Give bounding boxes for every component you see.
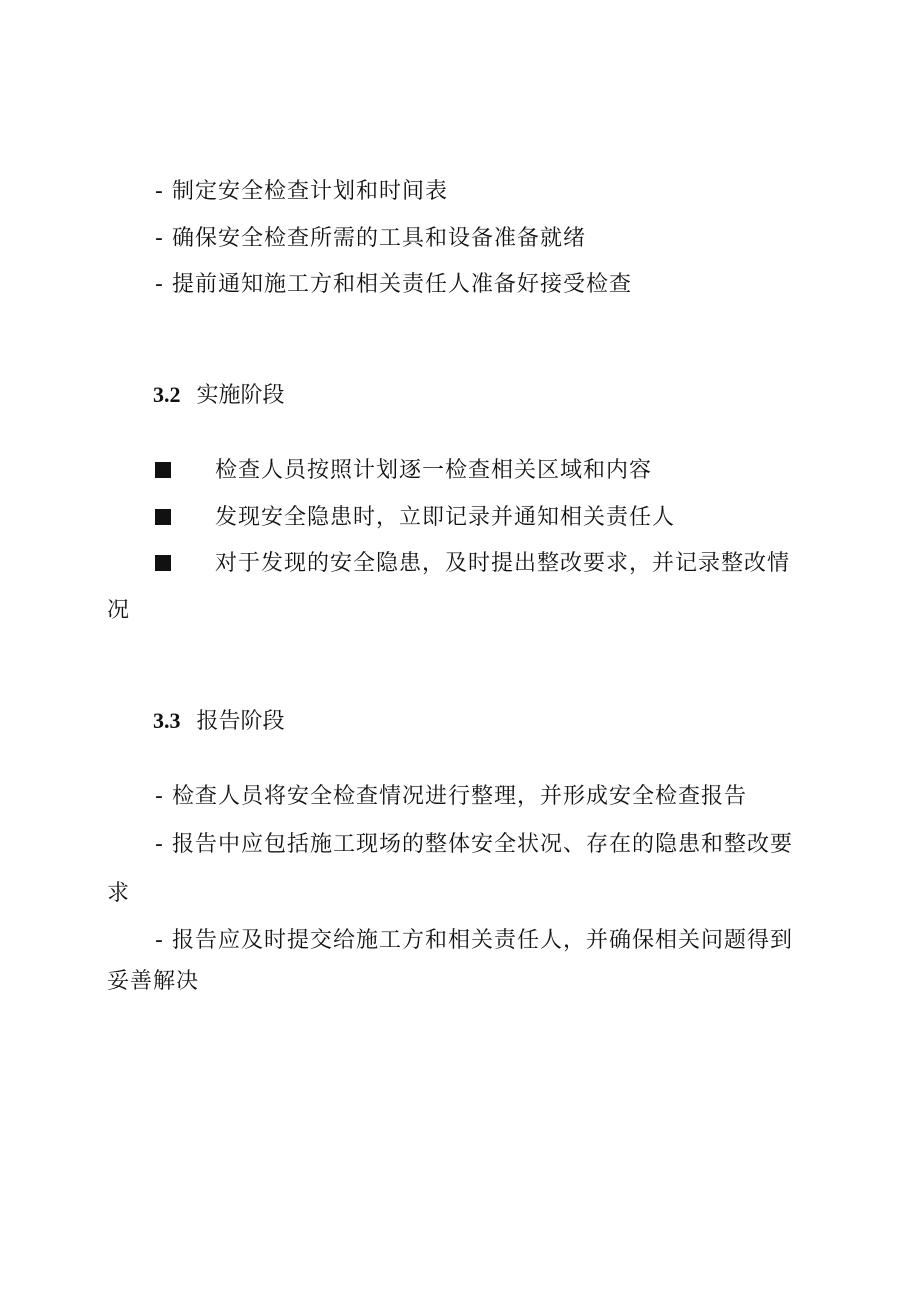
square-bullet-icon — [155, 509, 171, 525]
square-bullet-icon — [155, 555, 171, 571]
list-item-text: 报告应及时提交给施工方和相关责任人，并确保相关问题得到 — [171, 928, 793, 953]
list-item — [155, 830, 793, 860]
section-title: 报告阶段 — [196, 709, 285, 734]
bullet-text: 检查人员按照计划逐一检查相关区域和内容 — [215, 458, 653, 483]
list-item — [155, 224, 586, 254]
list-dash: - — [155, 832, 164, 857]
list-item-text: 确保安全检查所需的工具和设备准备就绪 — [171, 226, 586, 251]
list-dash: - — [155, 784, 164, 809]
section-number: 3.2 — [153, 382, 181, 407]
list-item-text: 制定安全检查计划和时间表 — [171, 179, 448, 204]
list-item-text: 检查人员将安全检查情况进行整理，并形成安全检查报告 — [171, 784, 747, 809]
list-item-text: 报告中应包括施工现场的整体安全状况、存在的隐患和整改要 — [171, 832, 793, 857]
list-dash: - — [155, 272, 164, 297]
square-bullet-icon — [155, 462, 171, 478]
list-dash: - — [155, 179, 164, 204]
bullet-item — [155, 456, 652, 486]
bullet-continuation: 况 — [107, 598, 131, 623]
list-item-continuation: 求 — [107, 881, 131, 906]
section-number: 3.3 — [153, 708, 181, 733]
section-title: 实施阶段 — [196, 383, 285, 408]
list-item — [155, 782, 747, 812]
list-dash: - — [155, 928, 164, 953]
bullet-text: 发现安全隐患时，立即记录并通知相关责任人 — [215, 505, 676, 530]
list-item-text: 提前通知施工方和相关责任人准备好接受检查 — [171, 272, 632, 297]
bullet-item — [155, 503, 675, 533]
bullet-text: 对于发现的安全隐患，及时提出整改要求，并记录整改情 — [215, 551, 791, 576]
list-item-continuation: 妥善解决 — [107, 969, 200, 994]
bullet-item — [155, 549, 790, 579]
list-item — [155, 177, 448, 207]
list-item — [155, 926, 793, 956]
section-heading-3-2 — [153, 380, 285, 411]
section-heading-3-3 — [153, 706, 285, 737]
list-dash: - — [155, 226, 164, 251]
list-item — [155, 270, 632, 300]
